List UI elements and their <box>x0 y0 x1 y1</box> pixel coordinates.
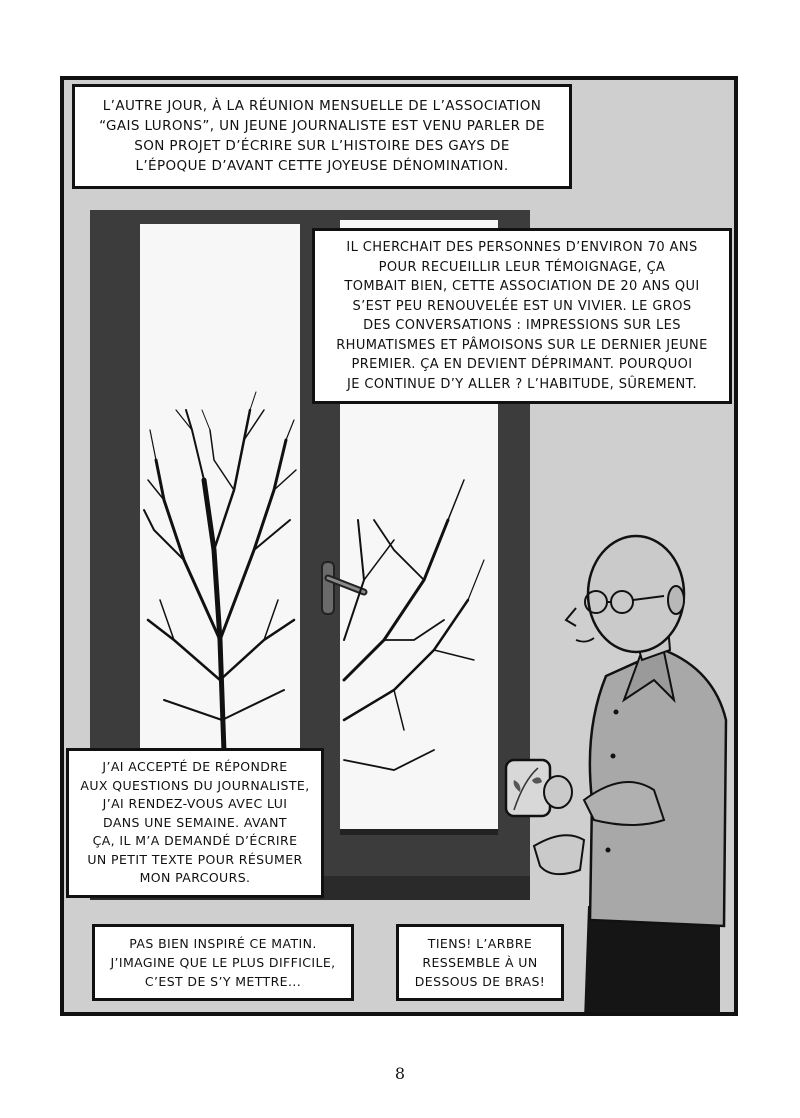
caption-line: MON PARCOURS. <box>139 870 251 885</box>
caption-line: L’AUTRE JOUR, À LA RÉUNION MENSUELLE DE L’ASSOCIATION <box>102 98 542 114</box>
caption-line: DES CONVERSATIONS : IMPRESSIONS SUR LES <box>363 318 681 333</box>
caption-tree <box>396 924 564 1001</box>
caption-interview <box>66 748 324 898</box>
caption-line: S’EST PEU RENOUVELÉE EST UN VIVIER. LE GROS <box>352 298 692 314</box>
caption-line: POUR RECUEILLIR LEUR TÉMOIGNAGE, ÇA <box>378 259 666 275</box>
caption-line: UN PETIT TEXTE POUR RÉSUMER <box>87 851 303 867</box>
caption-line: RHUMATISMES ET PÂMOISONS SUR LE DERNIER JEUNE <box>336 337 708 353</box>
caption-intro <box>72 84 572 189</box>
caption-line: PAS BIEN INSPIRÉ CE MATIN. <box>129 936 317 951</box>
caption-line: J’AI ACCEPTÉ DE RÉPONDRE <box>102 759 288 774</box>
caption-line: IL CHERCHAIT DES PERSONNES D’ENVIRON 70 ANS <box>346 240 698 255</box>
caption-line: “GAIS LURONS”, UN JEUNE JOURNALISTE EST VENU PARLER DE <box>99 118 545 134</box>
caption-line: RESSEMBLE À UN <box>422 955 538 970</box>
caption-line: L’ÉPOQUE D’AVANT CETTE JOYEUSE DÉNOMINATION. <box>135 158 509 174</box>
caption-line: AUX QUESTIONS DU JOURNALISTE, <box>80 777 310 793</box>
caption-line: DANS UNE SEMAINE. AVANT <box>103 814 287 830</box>
caption-morning <box>92 924 354 1001</box>
caption-line: PREMIER. ÇA EN DEVIENT DÉPRIMANT. POURQUOI <box>351 357 693 372</box>
page-number: 8 <box>394 1064 406 1083</box>
caption-line: C’EST DE S’Y METTRE... <box>144 974 302 989</box>
caption-line: TOMBAIT BIEN, CETTE ASSOCIATION DE 20 ANS QUI <box>344 279 700 294</box>
caption-line: SON PROJET D’ÉCRIRE SUR L’HISTOIRE DES GAYS DE <box>134 138 510 154</box>
caption-line: ÇA, IL M’A DEMANDÉ D’ÉCRIRE <box>92 833 298 848</box>
caption-association <box>312 228 732 404</box>
caption-line: J’AI RENDEZ-VOUS AVEC LUI <box>102 796 288 811</box>
caption-line: DESSOUS DE BRAS! <box>414 974 546 989</box>
caption-line: JE CONTINUE D’Y ALLER ? L’HABITUDE, SÛREMENT. <box>346 376 698 392</box>
caption-line: TIENS! L’ARBRE <box>427 936 533 951</box>
caption-line: J’IMAGINE QUE LE PLUS DIFFICILE, <box>110 955 336 970</box>
